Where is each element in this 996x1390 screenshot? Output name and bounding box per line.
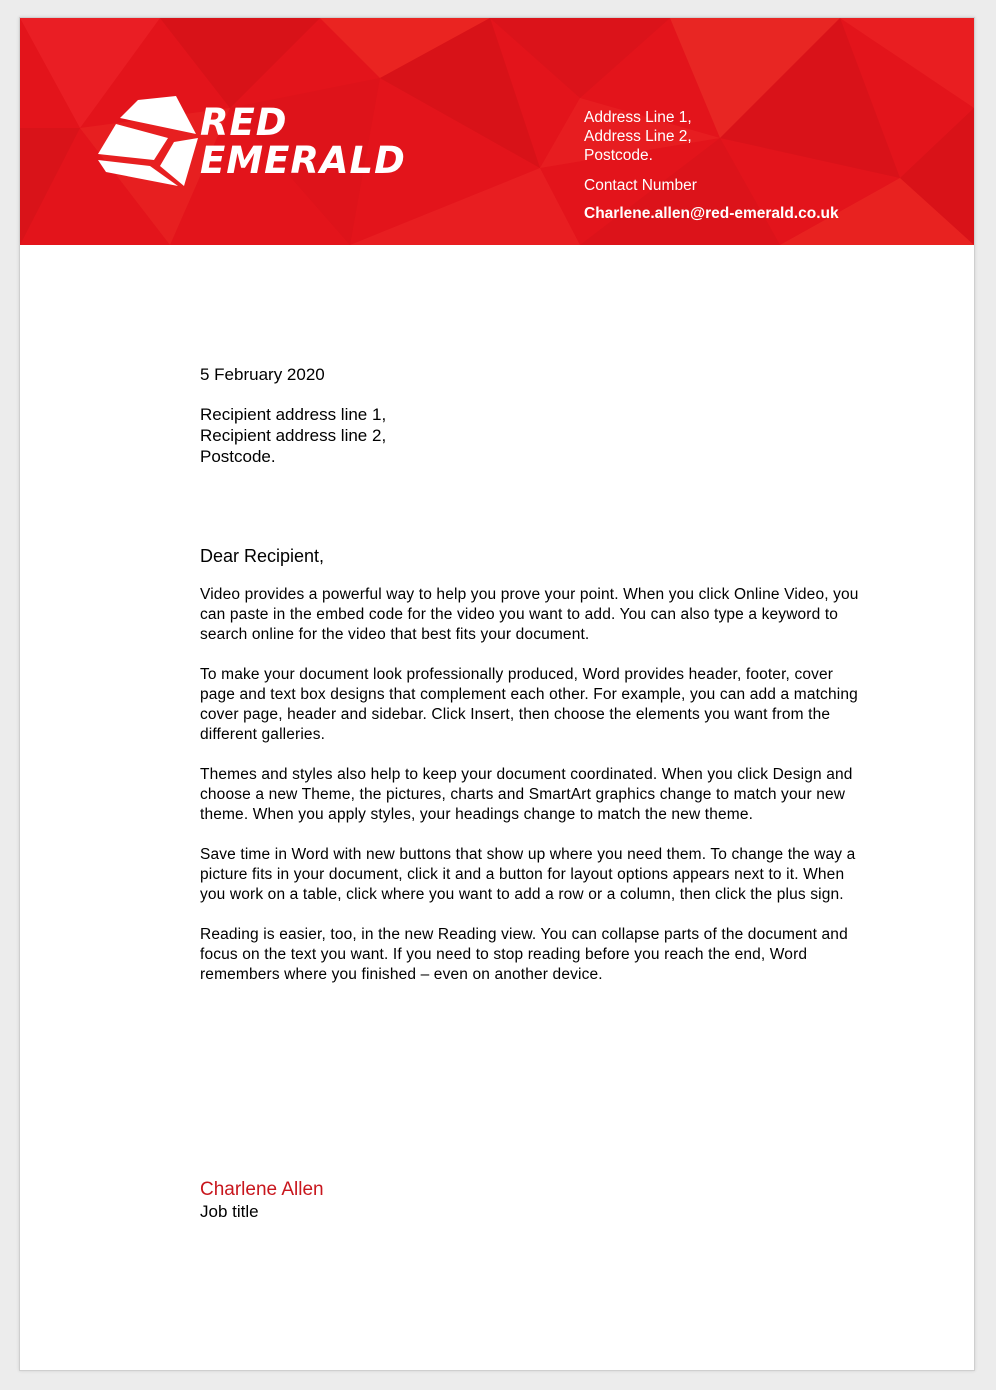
- sender-email: Charlene.allen@red-emerald.co.uk: [584, 205, 839, 222]
- signatory-name: Charlene Allen: [200, 1179, 324, 1200]
- signatory-job-title: Job title: [200, 1202, 259, 1221]
- recipient-address-line: Postcode.: [200, 447, 276, 466]
- letter-paragraphs: [200, 585, 860, 985]
- brand-line-emerald: EMERALD: [200, 139, 406, 182]
- paragraph: Themes and styles also help to keep your document coordinated. When you click Design and choose a new Theme, the pictures, charts and SmartArt graphics change to match your new theme. When you apply styles, your headings change to match the new theme.: [200, 766, 853, 823]
- paragraph: Video provides a powerful way to help you prove your point. When you click Online Video, you can paste in the embed code for the video you want to add. You can also type a keyword to search online for the video that best fits your document.: [200, 586, 859, 643]
- recipient-address-line: Recipient address line 2,: [200, 426, 387, 445]
- brand-line-red: RED: [200, 101, 288, 144]
- letter-body: [200, 364, 860, 1005]
- letterhead-banner: [20, 18, 974, 245]
- sender-address-line: Address Line 2,: [584, 128, 692, 145]
- recipient-address-line: Recipient address line 1,: [200, 405, 387, 424]
- paragraph: Reading is easier, too, in the new Reading view. You can collapse parts of the document and focus on the text you want. If you need to stop reading before you reach the end, Word remembers where you finished – even on another device.: [200, 926, 848, 983]
- sender-phone: Contact Number: [584, 177, 697, 194]
- sender-contact-block: [584, 108, 839, 223]
- sender-address-line: Postcode.: [584, 147, 653, 164]
- recipient-address: [200, 404, 860, 467]
- signature-block: [200, 1178, 324, 1223]
- red-emerald-gem-icon: [98, 96, 198, 188]
- salutation: Dear Recipient,: [200, 546, 325, 566]
- sender-address-line: Address Line 1,: [584, 109, 692, 126]
- paragraph: To make your document look professionally produced, Word provides header, footer, cover page and text box designs that complement each other. For example, you can add a matching cover page, header and sidebar. Click Insert, then choose the elements you want from the different galleries.: [200, 666, 858, 743]
- letter-date: 5 February 2020: [200, 365, 325, 384]
- brand-wordmark: [200, 101, 406, 182]
- sender-address: [584, 108, 839, 165]
- paragraph: Save time in Word with new buttons that show up where you need them. To change the way a picture fits in your document, click it and a button for layout options appears next to it. When you work on a table, click where you want to add a row or a column, then click the plus sign.: [200, 846, 856, 903]
- document-page: [19, 17, 975, 1371]
